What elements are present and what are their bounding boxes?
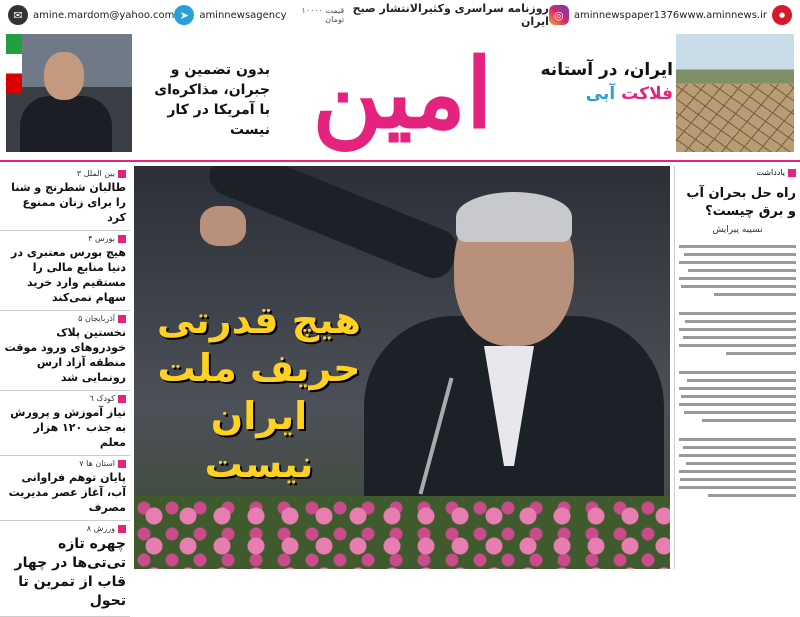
- right-headline[interactable]: [538, 60, 673, 104]
- website-text: www.aminnews.ir: [679, 9, 767, 21]
- list-item[interactable]: [0, 311, 130, 391]
- list-item[interactable]: [0, 166, 130, 231]
- editorial-author: نسیبه پیرایش: [712, 225, 763, 235]
- story-title: پایان توهم فراوانی آب، آغاز عصر مدیریت مصرف: [8, 471, 126, 514]
- left-column: [0, 166, 130, 609]
- section-tag: استان ها ۷: [4, 459, 126, 468]
- instagram-text: aminnewspaper1376: [573, 9, 680, 21]
- right-headline-word1: فلاکت: [621, 84, 673, 104]
- instagram-icon: ◎: [549, 5, 569, 25]
- editorial-body: [679, 245, 796, 497]
- story-title: طالبان شطرنج و شنا را برای زنان ممنوع کرد: [11, 181, 126, 224]
- email-text: amine.mardom@yahoo.com: [33, 9, 175, 21]
- list-item[interactable]: [0, 521, 130, 617]
- masthead: [0, 30, 800, 158]
- list-item[interactable]: [0, 456, 130, 521]
- right-headline-word2: آبی: [585, 84, 616, 104]
- section-tag: کودک ٦: [4, 394, 126, 403]
- website-link[interactable]: [679, 5, 792, 25]
- story-title: نخستین پلاک خودروهای ورود موقت منطقه آزاد ارس رونمایی شد: [4, 326, 126, 384]
- amin-logo-icon: ●: [772, 5, 792, 25]
- top-bar: [0, 0, 800, 30]
- flowers: [134, 496, 670, 569]
- editorial-title: راه حل بحران آب و برق چیست؟: [686, 186, 796, 219]
- story-title: چهره تازه تی‌تی‌ها در چهار قاب از تمرین تا تحول: [14, 536, 126, 609]
- section-tag: بین الملل ۳: [4, 169, 126, 178]
- drought-photo: [676, 34, 794, 152]
- list-item[interactable]: [0, 231, 130, 311]
- right-headline-line2: [538, 84, 673, 104]
- section-tag: بورس ۴: [4, 234, 126, 243]
- hero-headline: هیچ قدرتی حریف ملت ایران نیست: [157, 298, 361, 486]
- telegram-contact[interactable]: [174, 5, 286, 25]
- newspaper-logo: امین: [312, 37, 493, 150]
- pointing-hand: [200, 206, 246, 246]
- right-headline-line1: ایران، در آستانه: [540, 60, 673, 80]
- left-headline[interactable]: بدون تضمین و جبران، مذاکره‌ای با آمریکا در کار نیست: [154, 62, 270, 138]
- price: قیمت ۱۰۰۰۰ تومان: [301, 6, 345, 24]
- divider: [0, 160, 800, 162]
- diplomat-photo: [6, 34, 132, 152]
- section-tag: آذربایجان ۵: [4, 314, 126, 323]
- hero-story[interactable]: [134, 166, 670, 569]
- section-tag: یادداشت: [679, 168, 796, 177]
- tagline: روزنامه سراسری وکثیرالانتشار صبح ایران: [352, 2, 549, 28]
- telegram-text: aminnewsagency: [199, 9, 287, 21]
- right-column[interactable]: [674, 166, 800, 569]
- list-item[interactable]: [0, 391, 130, 456]
- email-contact[interactable]: [8, 5, 174, 25]
- telegram-icon: ➤: [174, 5, 194, 25]
- flag-graphic: [6, 34, 22, 94]
- mail-icon: ✉: [8, 5, 28, 25]
- section-tag: ورزش ۸: [4, 524, 126, 533]
- story-title: هیچ بورس معتبری در دنیا منابع مالی را مستقیم وارد خرید سهام نمی‌کند: [11, 246, 126, 304]
- story-title: نیاز آموزش و پرورش به جذب ۱۲۰ هزار معلم: [10, 406, 126, 449]
- instagram-contact[interactable]: [549, 5, 679, 25]
